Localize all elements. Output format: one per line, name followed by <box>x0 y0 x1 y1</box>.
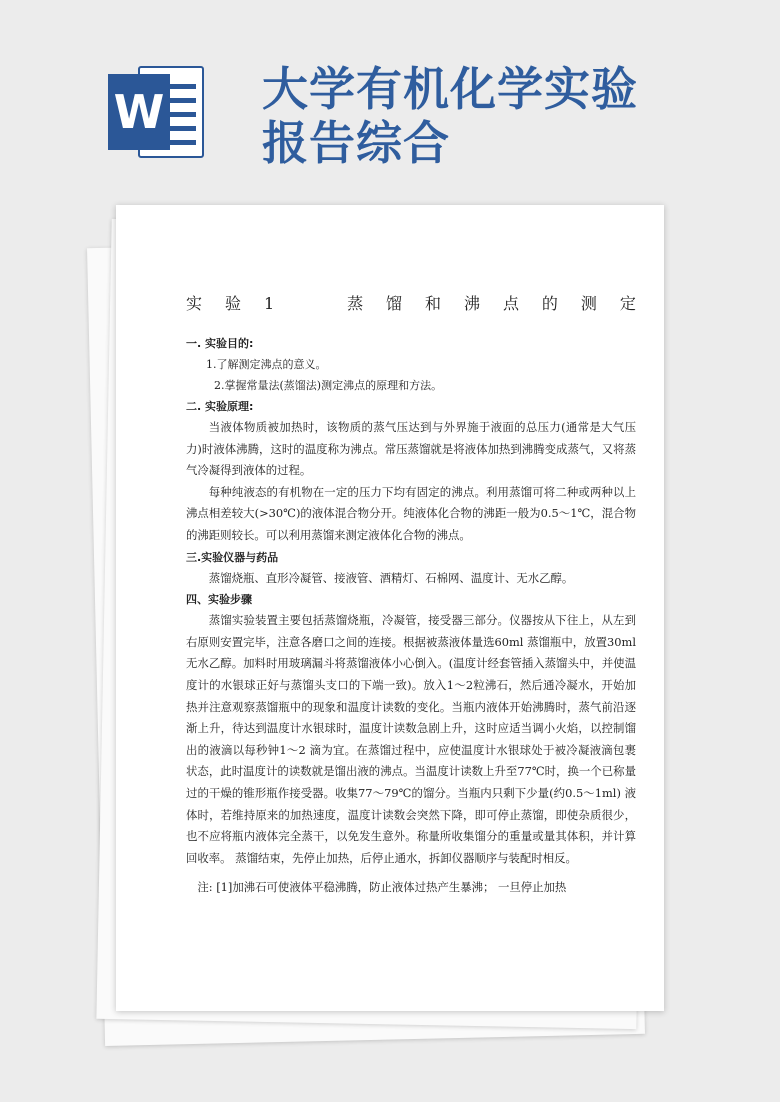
principle-paragraph: 当液体物质被加热时，该物质的蒸气压达到与外界施于液面的总压力(通常是大气压力)时液体沸腾，这时的温度称为沸点。常压蒸馏就是将液体加热到沸腾变成蒸气，又将蒸气冷凝得到液体的过程。 <box>186 420 636 478</box>
objective-item: 1.了解测定沸点的意义。 <box>206 358 327 371</box>
equipment-paragraph: 蒸馏烧瓶、直形冷凝管、接液管、酒精灯、石棉网、温度计、无水乙醇。 <box>208 570 574 585</box>
title-char: 和 <box>425 294 442 313</box>
section-heading: 一. 实验目的: <box>186 337 254 350</box>
word-logo-letter: W <box>108 74 170 150</box>
page-title-line-2: 报告综合 <box>262 116 450 170</box>
section-heading: 三.实验仪器与药品 <box>186 550 279 564</box>
section-heading: 二. 实验原理: <box>186 400 254 413</box>
word-logo <box>108 62 208 162</box>
section-heading: 四、实验步骤 <box>186 593 252 607</box>
title-char: 验 <box>224 294 241 313</box>
objective-item: 2.掌握常量法(蒸馏法)测定沸点的原理和方法。 <box>214 379 443 392</box>
title-char: 测 <box>580 294 597 313</box>
title-char: 1 <box>263 294 275 313</box>
title-char: 沸 <box>463 294 480 313</box>
procedure-paragraph: 蒸馏实验装置主要包括蒸馏烧瓶，冷凝管，接受器三部分。仪器按从下往上，从左到右原则安置完毕，注意各磨口之间的连接。根据被蒸液体量选60ml 蒸馏瓶中，放置30ml 无水乙醇。加料时用玻璃漏斗将蒸馏液体小心倒入。(温度计经套管插入蒸馏头中，并使温度计的水银球正好与蒸馏头支口的下端一致)。放入1～2粒沸石，然后通冷凝水，开始加热并注意观察蒸馏瓶中的现象和温度计读数的变化。当瓶内液体开始沸腾时，蒸气前沿逐渐上升，待达到温度计水银球时，温度计读数急剧上升，这时应适当调小火焰，以控制馏出的液滴以每秒钟1～2 滴为宜。在蒸馏过程中，应使温度计水银球处于被冷凝液滴包裹状态，此时温度计的读数就是馏出液的沸点。当温度计读数上升至77℃时，换一个已称量过的干燥的锥形瓶作接受器。收集77～79℃的馏分。当瓶内只剩下少量(约0.5～1ml) 液体时，若维持原来的加热速度，温度计读数会突然下降，即可停止蒸馏，即使杂质很少，也不应将瓶内液体完全蒸干，以免发生意外。称量所收集馏分的重量或量其体积，并计算回收率。 蒸馏结束，先停止加热，后停止通水，拆卸仪器顺序与装配时相反。 <box>186 613 636 865</box>
experiment-title <box>186 293 636 315</box>
title-char: 实 <box>186 294 203 313</box>
document-page <box>116 205 664 1011</box>
title-char: 定 <box>619 294 636 313</box>
title-char: 馏 <box>386 294 403 313</box>
title-char: 蒸 <box>347 294 364 313</box>
principle-paragraph: 每种纯液态的有机物在一定的压力下均有固定的沸点。利用蒸馏可将二种或两种以上沸点相差较大(>30℃)的液体混合物分开。纯液体化合物的沸距一般为0.5～1℃，混合物的沸距则较长。可以利用蒸馏来测定液体化合物的沸点。 <box>186 484 636 542</box>
title-char: 的 <box>541 294 558 313</box>
page-title-line-1: 大学有机化学实验 <box>262 62 638 116</box>
title-char: 点 <box>502 294 519 313</box>
footnote: 注: [1]加沸石可使液体平稳沸腾，防止液体过热产生暴沸； 一旦停止加热 <box>197 880 567 895</box>
page-title <box>262 62 638 170</box>
